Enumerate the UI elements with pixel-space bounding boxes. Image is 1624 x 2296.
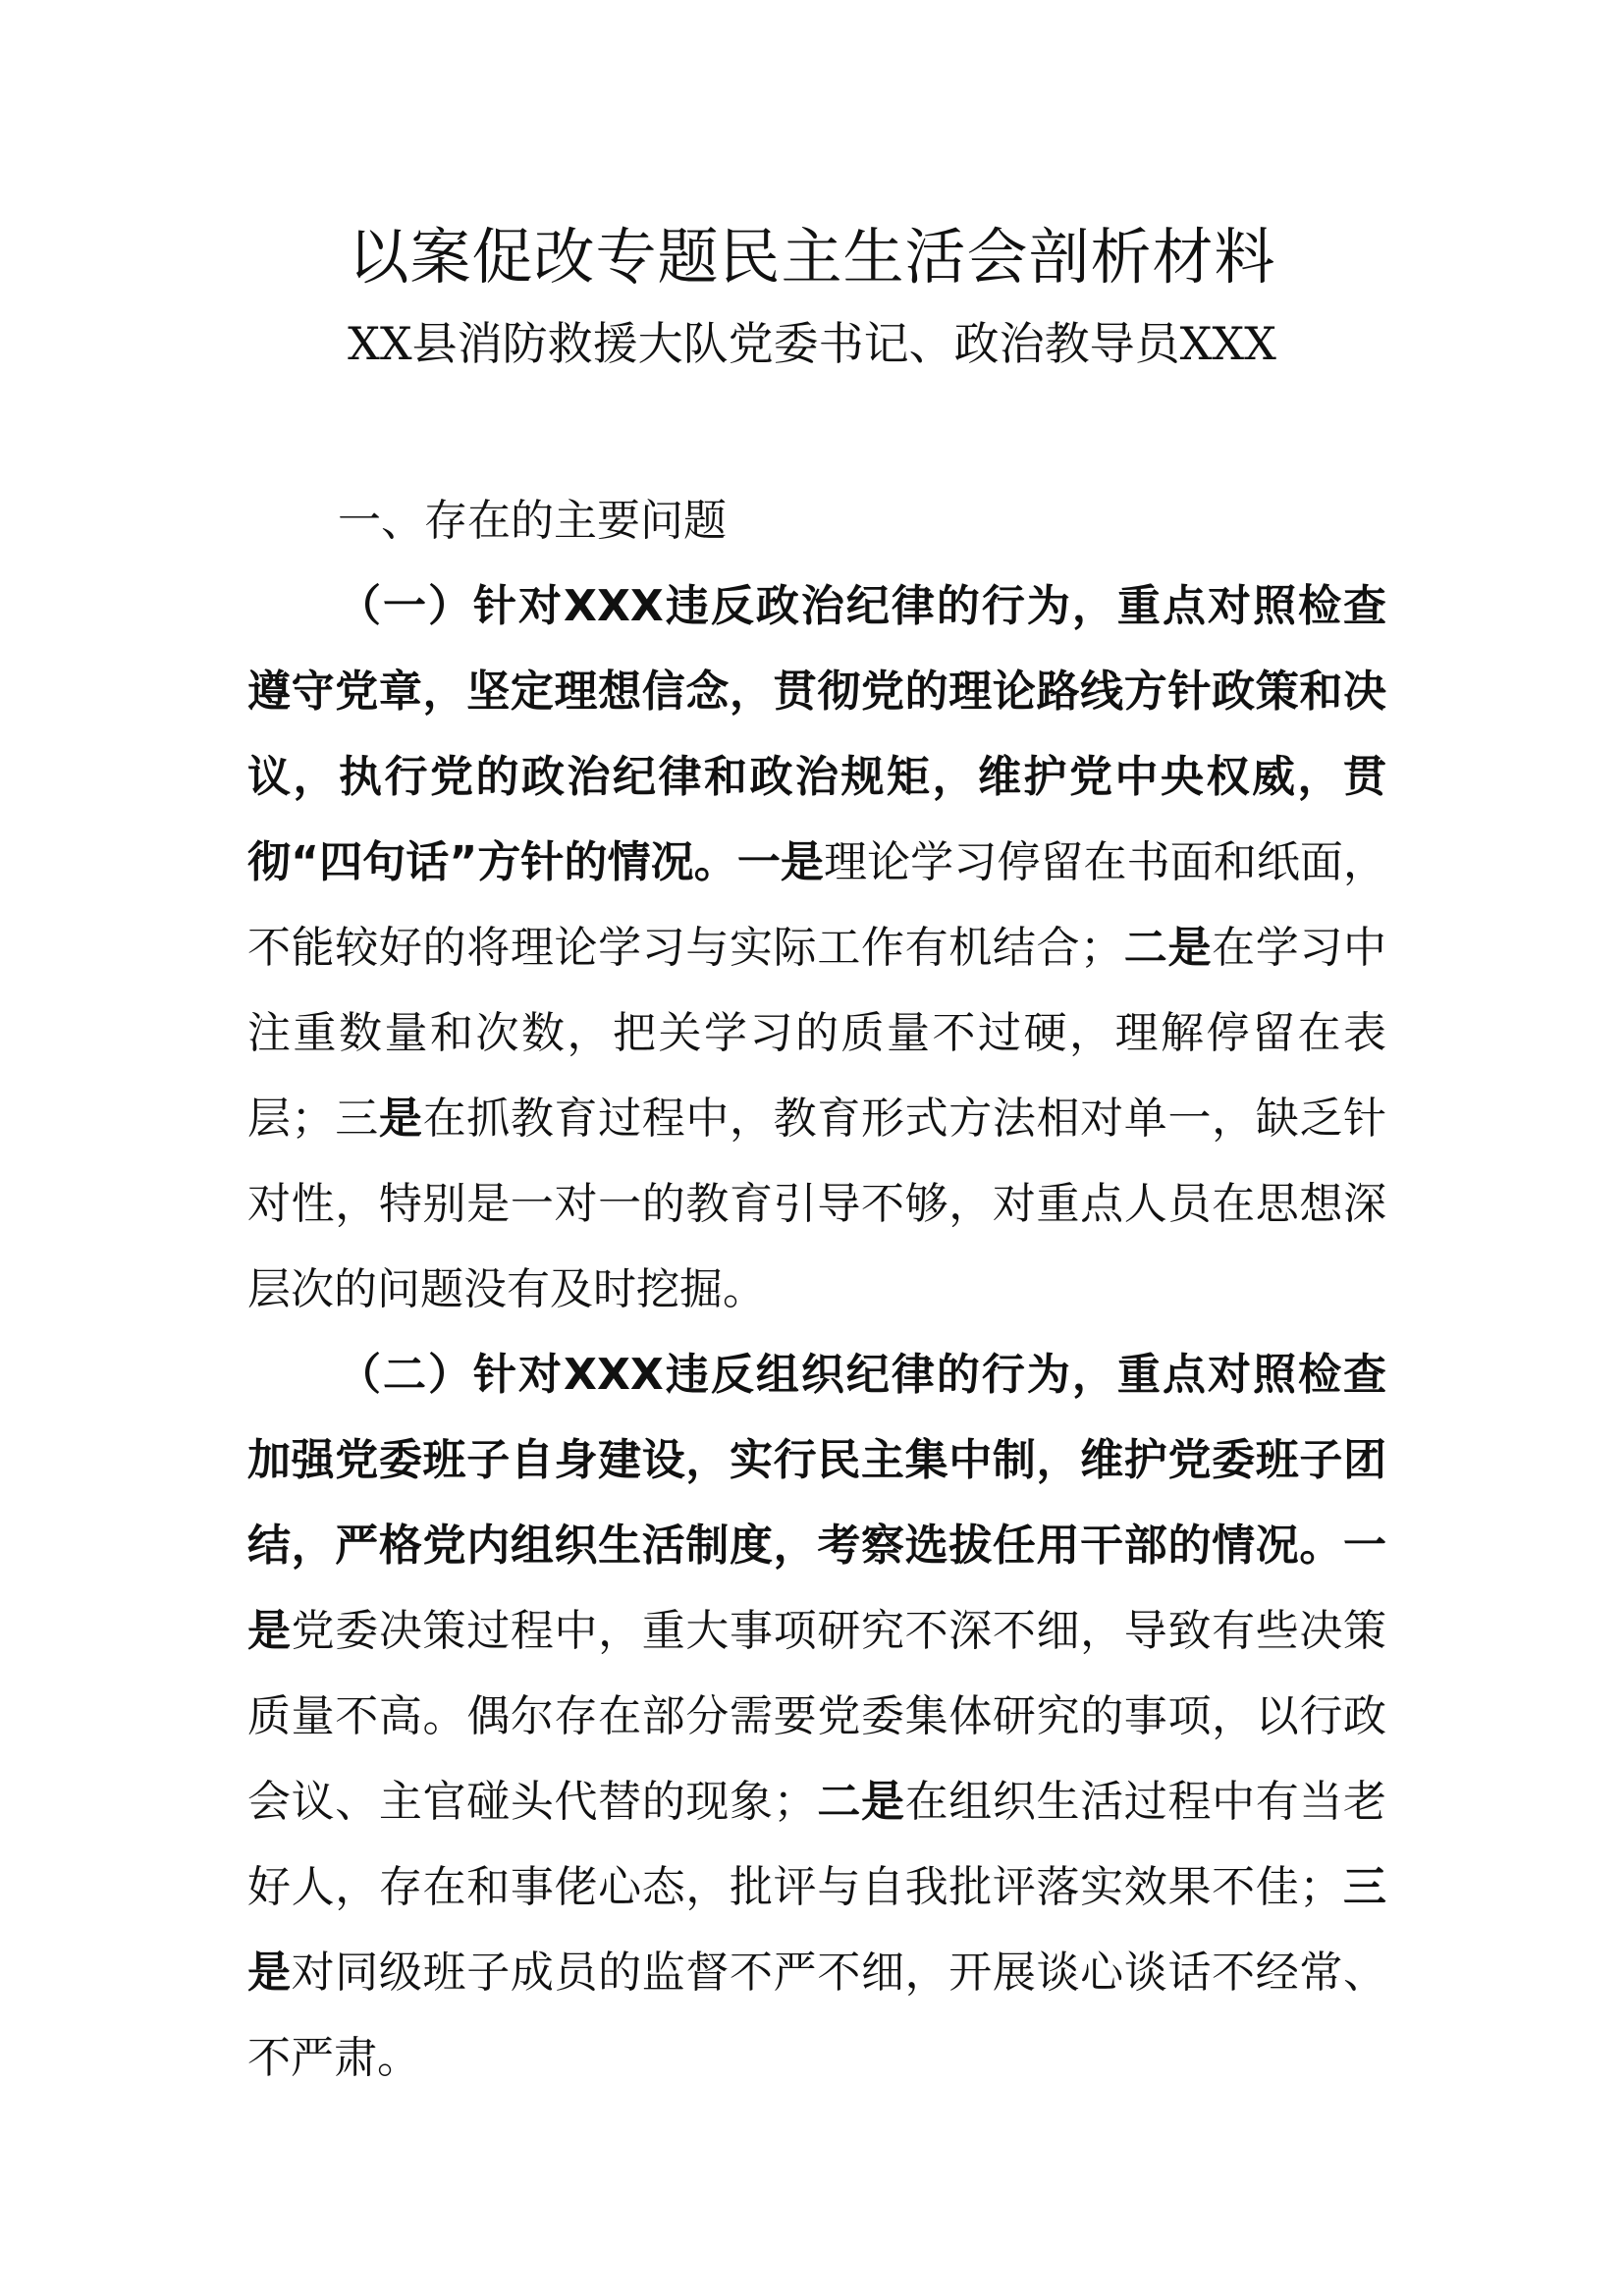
point-text: 对同级班子成员的监督不严不细，开展谈心谈话不经常、不严肃。 [247, 1948, 1386, 2083]
point-marker: 三是 [247, 1862, 1386, 1998]
point-marker-plain: 三 [334, 1094, 379, 1144]
point-marker: 一是 [736, 837, 825, 887]
document-body [247, 478, 1386, 2101]
point-marker: 二是 [816, 1777, 905, 1827]
section-heading: 一、存在的主要问题 [338, 496, 727, 546]
document-title: 以案促改专题民主生活会剖析材料 [348, 221, 1276, 293]
point-text: 理论学习停留在书面和纸面，不能较好的将理论学习与实际工作有机结合； [247, 837, 1387, 973]
point-marker: 是 [378, 1094, 423, 1144]
document-subtitle: XX县消防救援大队党委书记、政治教导员XXX [348, 317, 1276, 370]
paragraph-political-discipline [247, 563, 1386, 1332]
paragraph-heading: （一）针对XXX违反政治纪律的行为，重点对照检查遵守党章，坚定理想信念，贯彻党的理论路线方针政策和决议，执行党的政治纪律和政治规矩，维护党中央权威，贯彻“四句话”方针的情况。 [247, 581, 1386, 887]
paragraph-heading: （二）针对XXX违反组织纪律的行为，重点对照检查加强党委班子自身建设，实行民主集中制，维护党委班子团结，严格党内组织生活制度，考察选拔任用干部的情况。 [247, 1350, 1386, 1571]
point-text: 党委决策过程中，重大事项研究不深不细，导致有些决策质量不高。偶尔存在部分需要党委集体研究的事项，以行政会议、主官碰头代替的现象； [247, 1606, 1386, 1827]
point-text: 在抓教育过程中，教育形式方法相对单一，缺乏针对性，特别是一对一的教育引导不够，对重点人员在思想深层次的问题没有及时挖掘。 [247, 1094, 1387, 1314]
point-text: 在学习中注重数量和次数，把关学习的质量不过硬，理解停留在表层； [247, 923, 1387, 1144]
point-marker: 一是 [247, 1521, 1386, 1656]
point-marker: 二是 [1123, 923, 1213, 973]
paragraph-organizational-discipline [247, 1332, 1386, 2101]
point-text: 在组织生活过程中有当老好人，存在和事佬心态，批评与自我批评落实效果不佳； [247, 1777, 1387, 1912]
